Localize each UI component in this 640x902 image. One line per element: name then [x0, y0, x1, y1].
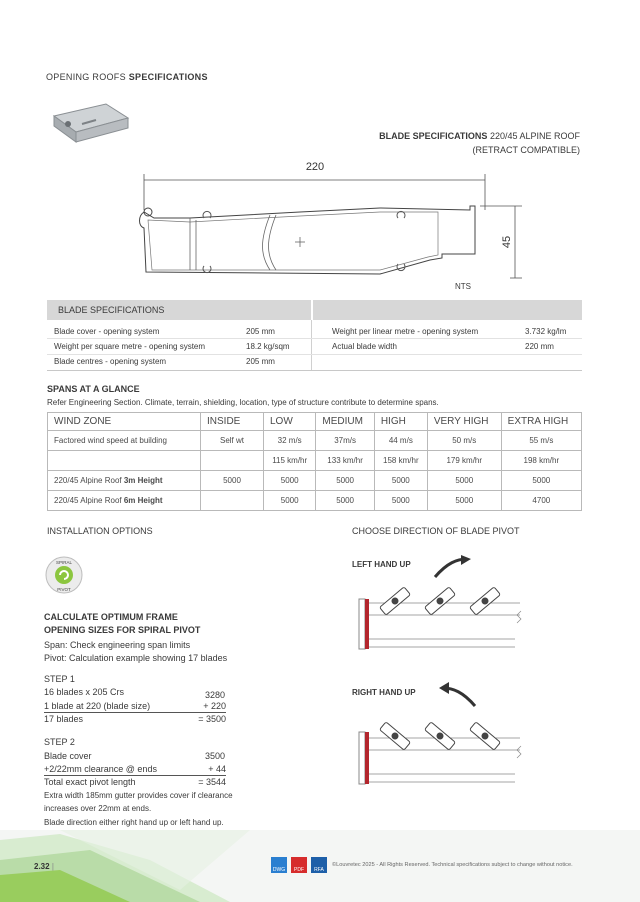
badge-top-text: SPIRAL — [55, 560, 73, 565]
spec-table-title: BLADE SPECIFICATIONS — [58, 305, 165, 315]
calc-row-label: +2/22mm clearance @ ends — [44, 764, 157, 774]
step1-heading: STEP 1 — [44, 674, 75, 684]
calc-title-1: CALCULATE OPTIMUM FRAME — [44, 612, 178, 622]
column-header: MEDIUM — [316, 413, 374, 431]
dwg-download-icon[interactable]: DWG — [271, 857, 287, 873]
table-cell: 4700 — [501, 491, 581, 511]
pivot-title: CHOOSE DIRECTION OF BLADE PIVOT — [352, 526, 520, 536]
table-cell — [201, 451, 264, 471]
calc-row-value: 3280 — [204, 690, 225, 700]
step2-heading: STEP 2 — [44, 737, 75, 747]
left-hand-up-diagram — [355, 555, 535, 660]
spec-value: 3.732 kg/lm — [525, 327, 567, 336]
rfa-download-icon[interactable]: RFA — [311, 857, 327, 873]
right-hand-up-diagram — [355, 682, 535, 790]
badge-bottom-text: PIVOT — [57, 587, 71, 592]
table-cell: 5000 — [374, 491, 427, 511]
table-cell: 55 m/s — [501, 431, 581, 451]
calc-span-note: Span: Check engineering span limits — [44, 640, 191, 650]
pdf-download-icon[interactable]: PDF — [291, 857, 307, 873]
calc-pivot-note: Pivot: Calculation example showing 17 blades — [44, 653, 228, 663]
spec-table — [47, 320, 582, 371]
page-title: OPENING ROOFS SPECIFICATIONS — [46, 72, 208, 82]
table-cell: 5000 — [316, 491, 374, 511]
right-hand-up-label: RIGHT HAND UP — [352, 688, 416, 697]
spec-value: 220 mm — [525, 342, 554, 351]
table-cell — [48, 451, 201, 471]
spec-label: Blade centres - opening system — [54, 357, 167, 366]
table-cell: 5000 — [374, 471, 427, 491]
spec-label: Actual blade width — [332, 342, 397, 351]
calc-title-2: OPENING SIZES FOR SPIRAL PIVOT — [44, 625, 201, 635]
calc-row-label: Blade cover — [44, 751, 92, 761]
calc-row-value: = 3544 — [198, 777, 226, 787]
calc-row — [44, 764, 226, 776]
table-cell: Factored wind speed at building — [48, 431, 201, 451]
table-cell — [201, 491, 264, 511]
table-header-row — [48, 413, 582, 431]
table-cell: 220/45 Alpine Roof 6m Height — [48, 491, 201, 511]
table-cell: 5000 — [427, 491, 501, 511]
copyright-text: ©Louvretec 2025 - All Rights Reserved. Technical specifications subject to change without notice. — [332, 862, 573, 868]
blade-spec-subheading: (RETRACT COMPATIBLE) — [472, 145, 580, 155]
table-cell: 115 km/hr — [264, 451, 316, 471]
column-header: HIGH — [374, 413, 427, 431]
blade-spec-heading: BLADE SPECIFICATIONS 220/45 ALPINE ROOF — [379, 131, 580, 141]
table-cell: 44 m/s — [374, 431, 427, 451]
table-cell: 50 m/s — [427, 431, 501, 451]
spec-label: Blade cover - opening system — [54, 327, 160, 336]
left-hand-up-label: LEFT HAND UP — [352, 560, 411, 569]
spans-title: SPANS AT A GLANCE — [47, 384, 140, 394]
table-cell: 32 m/s — [264, 431, 316, 451]
table-row — [48, 431, 582, 451]
table-cell: 220/45 Alpine Roof 3m Height — [48, 471, 201, 491]
spec-label: Weight per square metre - opening system — [54, 342, 206, 351]
column-header: INSIDE — [201, 413, 264, 431]
table-cell: 198 km/hr — [501, 451, 581, 471]
page-number: 2.32 | — [34, 862, 54, 871]
table-cell: 5000 — [501, 471, 581, 491]
calc-row-value: + 220 — [203, 701, 226, 711]
spec-label: Weight per linear metre - opening system — [332, 327, 479, 336]
column-header: LOW — [264, 413, 316, 431]
spec-value: 205 mm — [246, 357, 275, 366]
spec-table-header — [47, 300, 582, 320]
spans-table — [47, 412, 582, 511]
table-cell: 5000 — [201, 471, 264, 491]
table-cell: 5000 — [264, 471, 316, 491]
table-cell: 133 km/hr — [316, 451, 374, 471]
calc-note: Extra width 185mm gutter provides cover if clearance — [44, 791, 233, 800]
calc-row-value: = 3500 — [198, 714, 226, 724]
nts-label: NTS — [455, 282, 471, 291]
calc-note: increases over 22mm at ends. — [44, 804, 152, 813]
column-header: EXTRA HIGH — [501, 413, 581, 431]
calc-note: Blade direction either right hand up or left hand up. — [44, 818, 224, 827]
height-dimension-label: 45 — [501, 235, 513, 249]
calc-row-value: + 44 — [208, 764, 226, 774]
spiral-pivot-badge-icon — [44, 555, 84, 595]
spec-value: 205 mm — [246, 327, 275, 336]
blade-product-image — [46, 96, 132, 148]
table-row — [48, 491, 582, 511]
table-cell: 158 km/hr — [374, 451, 427, 471]
table-row — [48, 451, 582, 471]
table-row — [48, 471, 582, 491]
table-cell: 5000 — [316, 471, 374, 491]
table-cell: Self wt — [201, 431, 264, 451]
blade-profile-diagram — [130, 160, 530, 290]
calc-row-label: 1 blade at 220 (blade size) — [44, 701, 151, 711]
calc-row-label: 17 blades — [44, 714, 84, 724]
table-cell: 5000 — [427, 471, 501, 491]
column-header: VERY HIGH — [427, 413, 501, 431]
column-header: WIND ZONE — [48, 413, 201, 431]
installation-title: INSTALLATION OPTIONS — [47, 526, 153, 536]
calc-row-label: Total exact pivot length — [44, 777, 136, 787]
calc-row-value: 3500 — [204, 751, 225, 761]
spans-note: Refer Engineering Section. Climate, terrain, shielding, location, type of structure contribute to determine spans. — [47, 398, 439, 407]
width-dimension-label: 220 — [305, 161, 325, 173]
spec-value: 18.2 kg/sqm — [246, 342, 290, 351]
table-cell: 5000 — [264, 491, 316, 511]
calc-row — [44, 701, 226, 713]
table-cell: 37m/s — [316, 431, 374, 451]
table-cell: 179 km/hr — [427, 451, 501, 471]
calc-row-label: 16 blades x 205 Crs — [44, 687, 125, 697]
